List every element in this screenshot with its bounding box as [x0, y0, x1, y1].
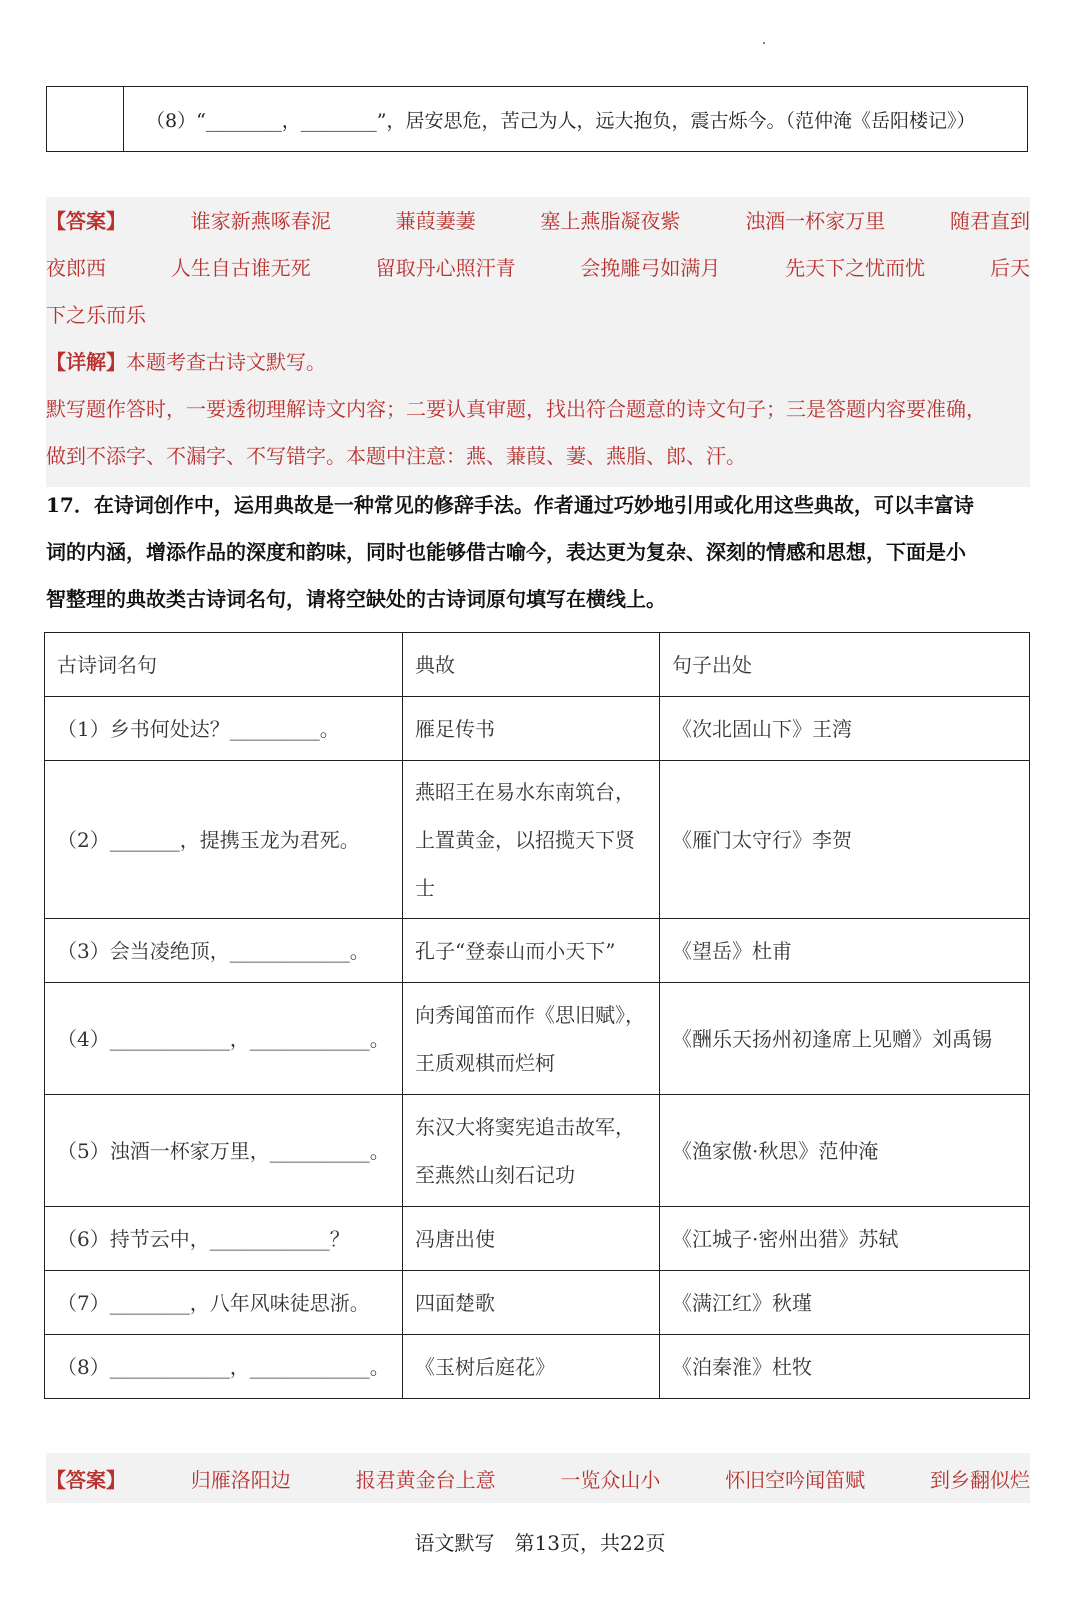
allusion-cell: 东汉大将窦宪追击故军，至燕然山刻石记功	[403, 1095, 660, 1207]
allusion-cell: 燕昭王在易水东南筑台，上置黄金，以招揽天下贤士	[403, 761, 660, 919]
question-17-line-3: 智整理的典故类古诗词名句，请将空缺处的古诗词原句填写在横线上。	[46, 587, 666, 611]
table-row	[45, 1207, 1030, 1271]
allusion-cell: 《玉树后庭花》	[403, 1335, 660, 1399]
poem-cell: （3）会当凌绝顶，____________。	[45, 919, 403, 983]
page-footer: 语文默写 第13页，共22页	[414, 1531, 666, 1555]
answer-item: 先天下之忧而忧	[785, 256, 926, 280]
answer-item: 谁家新燕啄春泥	[190, 209, 331, 233]
answer-label: 【答案】	[46, 209, 126, 233]
answer-item: 塞上燕脂凝夜紫	[540, 209, 681, 233]
detail-line-1	[46, 346, 326, 375]
source-cell: 《次北固山下》王湾	[660, 697, 1030, 761]
table-row	[45, 1271, 1030, 1335]
poem-cell: （4）____________，____________。	[45, 983, 403, 1095]
table-row	[47, 87, 1028, 152]
answer-item: 一览众山小	[560, 1468, 661, 1492]
table-row	[45, 761, 1030, 919]
answer-item: 人生自古谁无死	[170, 256, 311, 280]
answer-item: 后天	[989, 256, 1030, 280]
poem-cell: （1）乡书何处达？_________。	[45, 697, 403, 761]
question-17-line-1: 17．在诗词创作中，运用典故是一种常见的修辞手法。作者通过巧妙地引用或化用这些典故，可以丰富诗	[46, 493, 974, 517]
poem-cell: （2）_______，提携玉龙为君死。	[45, 761, 403, 919]
header-source: 句子出处	[660, 633, 1030, 697]
poem-cell: （8）____________，____________。	[45, 1335, 403, 1399]
answer-item: 到乡翻似烂	[929, 1468, 1030, 1492]
question-17-line-2: 词的内涵，增添作品的深度和韵味，同时也能够借古喻今，表达更为复杂、深刻的情感和思想，下面是小	[46, 540, 966, 564]
answer-item: 报君黄金台上意	[355, 1468, 496, 1492]
answer-line	[46, 1464, 1030, 1493]
answer-line-2	[46, 252, 1030, 281]
allusion-cell: 雁足传书	[403, 697, 660, 761]
table-row	[45, 1335, 1030, 1399]
source-cell: 《望岳》杜甫	[660, 919, 1030, 983]
table-row	[45, 983, 1030, 1095]
table-header-row	[45, 633, 1030, 697]
answer-item: 留取丹心照汗青	[375, 256, 516, 280]
source-cell: 《江城子·密州出猎》苏轼	[660, 1207, 1030, 1271]
source-cell: 《雁门太守行》李贺	[660, 761, 1030, 919]
previous-question-table	[46, 86, 1028, 152]
answer-item: 怀旧空吟闻笛赋	[725, 1468, 866, 1492]
poem-cell: （5）浊酒一杯家万里，__________。	[45, 1095, 403, 1207]
detail-text: 本题考查古诗文默写。	[126, 350, 326, 374]
answer-label: 【答案】	[46, 1468, 126, 1492]
source-cell: 《酬乐天扬州初逢席上见赠》刘禹锡	[660, 983, 1030, 1095]
header-allusion: 典故	[403, 633, 660, 697]
header-poem-line: 古诗词名句	[45, 633, 403, 697]
question-cell: （8）“________，________”，居安思危，苦己为人，远大抱负，震古烁今。（范仲淹《岳阳楼记》）	[124, 87, 1028, 152]
answer-item: 蒹葭萋萋	[395, 209, 476, 233]
detail-line-3: 做到不添字、不漏字、不写错字。本题中注意：燕、蒹葭、萋、燕脂、郎、汗。	[46, 444, 746, 468]
detail-line-2: 默写题作答时，一要透彻理解诗文内容；二要认真审题，找出符合题意的诗文句子；三是答题内容要准确，	[46, 397, 986, 421]
allusion-table	[44, 632, 1030, 1399]
source-cell: 《满江红》秋瑾	[660, 1271, 1030, 1335]
poem-cell: （7）________，八年风味徒思浙。	[45, 1271, 403, 1335]
table-row	[45, 697, 1030, 761]
allusion-cell: 孔子“登泰山而小天下”	[403, 919, 660, 983]
answer-item: 随君直到	[949, 209, 1030, 233]
empty-cell	[47, 87, 124, 152]
detail-label: 【详解】	[46, 350, 126, 374]
answer-item: 夜郎西	[46, 256, 106, 280]
allusion-cell: 向秀闻笛而作《思旧赋》，王质观棋而烂柯	[403, 983, 660, 1095]
allusion-cell: 冯唐出使	[403, 1207, 660, 1271]
table-row	[45, 1095, 1030, 1207]
allusion-cell: 四面楚歌	[403, 1271, 660, 1335]
answer-block	[46, 197, 1030, 487]
poem-cell: （6）持节云中，____________？	[45, 1207, 403, 1271]
source-cell: 《泊秦淮》杜牧	[660, 1335, 1030, 1399]
answer-item: 浊酒一杯家万里	[745, 209, 886, 233]
scan-speck	[763, 42, 765, 44]
answer-line-1	[46, 205, 1030, 234]
answer-item: 归雁洛阳边	[190, 1468, 291, 1492]
source-cell: 《渔家傲·秋思》范仲淹	[660, 1095, 1030, 1207]
answer-block-2	[46, 1453, 1030, 1503]
table-row	[45, 919, 1030, 983]
answer-item: 会挽雕弓如满月	[580, 256, 721, 280]
answer-line-3: 下之乐而乐	[46, 303, 146, 327]
